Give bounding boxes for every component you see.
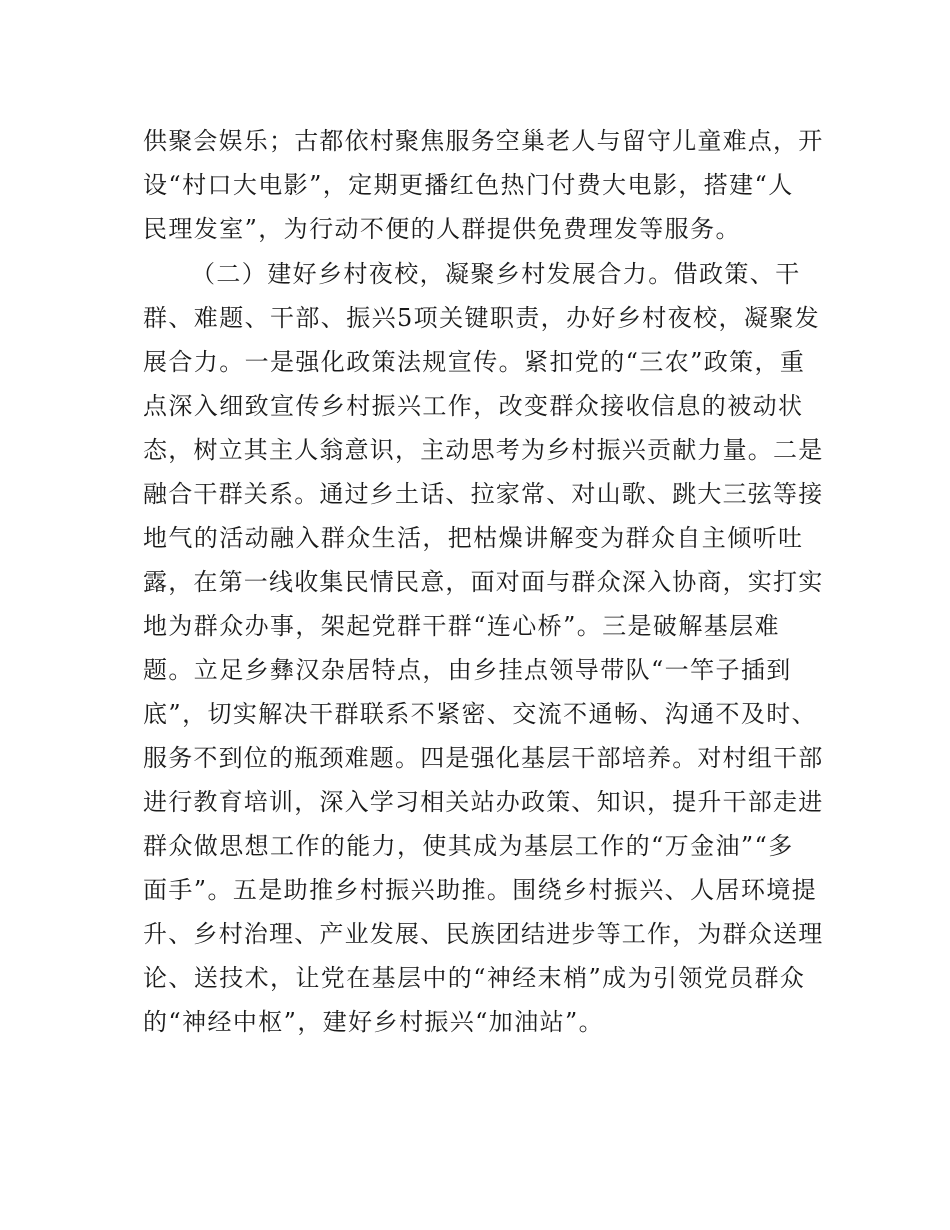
paragraph-line: 展合力。一是强化政策法规宣传。紧扣党的“三农”政策，重	[143, 348, 806, 376]
paragraph-line: 态，树立其主人翁意识，主动思考为乡村振兴贡献力量。二是	[143, 436, 824, 464]
paragraph-line: 点深入细致宣传乡村振兴工作，改变群众接收信息的被动状	[143, 392, 804, 420]
paragraph-line: 露，在第一线收集民情民意，面对面与群众深入协商，实打实	[143, 568, 824, 596]
paragraph-line: 设“村口大电影”，定期更播红色热门付费大电影，搭建“人	[143, 171, 794, 199]
paragraph-line: 的“神经中枢”，建好乡村振兴“加油站”。	[143, 1008, 605, 1036]
paragraph-line: 进行教育培训，深入学习相关站办政策、知识，提升干部走进	[143, 788, 824, 816]
paragraph-line: 群众做思想工作的能力，使其成为基层工作的“万金油”“多	[143, 832, 794, 860]
paragraph-2	[143, 252, 823, 1044]
paragraph-line: 服务不到位的瓶颈难题。四是强化基层干部培养。对村组干部	[143, 744, 824, 772]
paragraph-line: 升、乡村治理、产业发展、民族团结进步等工作，为群众送理	[143, 920, 824, 948]
paragraph-line: 供聚会娱乐；古都依村聚焦服务空巢老人与留守儿童难点，开	[143, 127, 824, 155]
paragraph-line: 底”，切实解决干群联系不紧密、交流不通畅、沟通不及时、	[143, 700, 818, 728]
paragraph-line: 融合干群关系。通过乡土话、拉家常、对山歌、跳大三弦等接	[143, 480, 824, 508]
paragraph-line: 地气的活动融入群众生活，把枯燥讲解变为群众自主倾听吐	[143, 524, 804, 552]
paragraph-line: 论、送技术，让党在基层中的“神经末梢”成为引领党员群众	[143, 964, 806, 992]
paragraph-line: 地为群众办事，架起党群干群“连心桥”。三是破解基层难	[143, 612, 780, 640]
paragraph-line: 群、难题、干部、振兴5项关键职责，办好乡村夜校，凝聚发	[143, 304, 821, 332]
paragraph-line: 题。立足乡彝汉杂居特点，由乡挂点领导带队“一竿子插到	[143, 656, 792, 684]
paragraph-line: 民理发室”，为行动不便的人群提供免费理发等服务。	[143, 215, 741, 243]
paragraph-heading-line: （二）建好乡村夜校，凝聚乡村发展合力。借政策、干	[191, 260, 801, 288]
paragraph-line: 面手”。五是助推乡村振兴助推。围绕乡村振兴、人居环境提	[143, 876, 818, 904]
paragraph-1	[143, 119, 823, 251]
